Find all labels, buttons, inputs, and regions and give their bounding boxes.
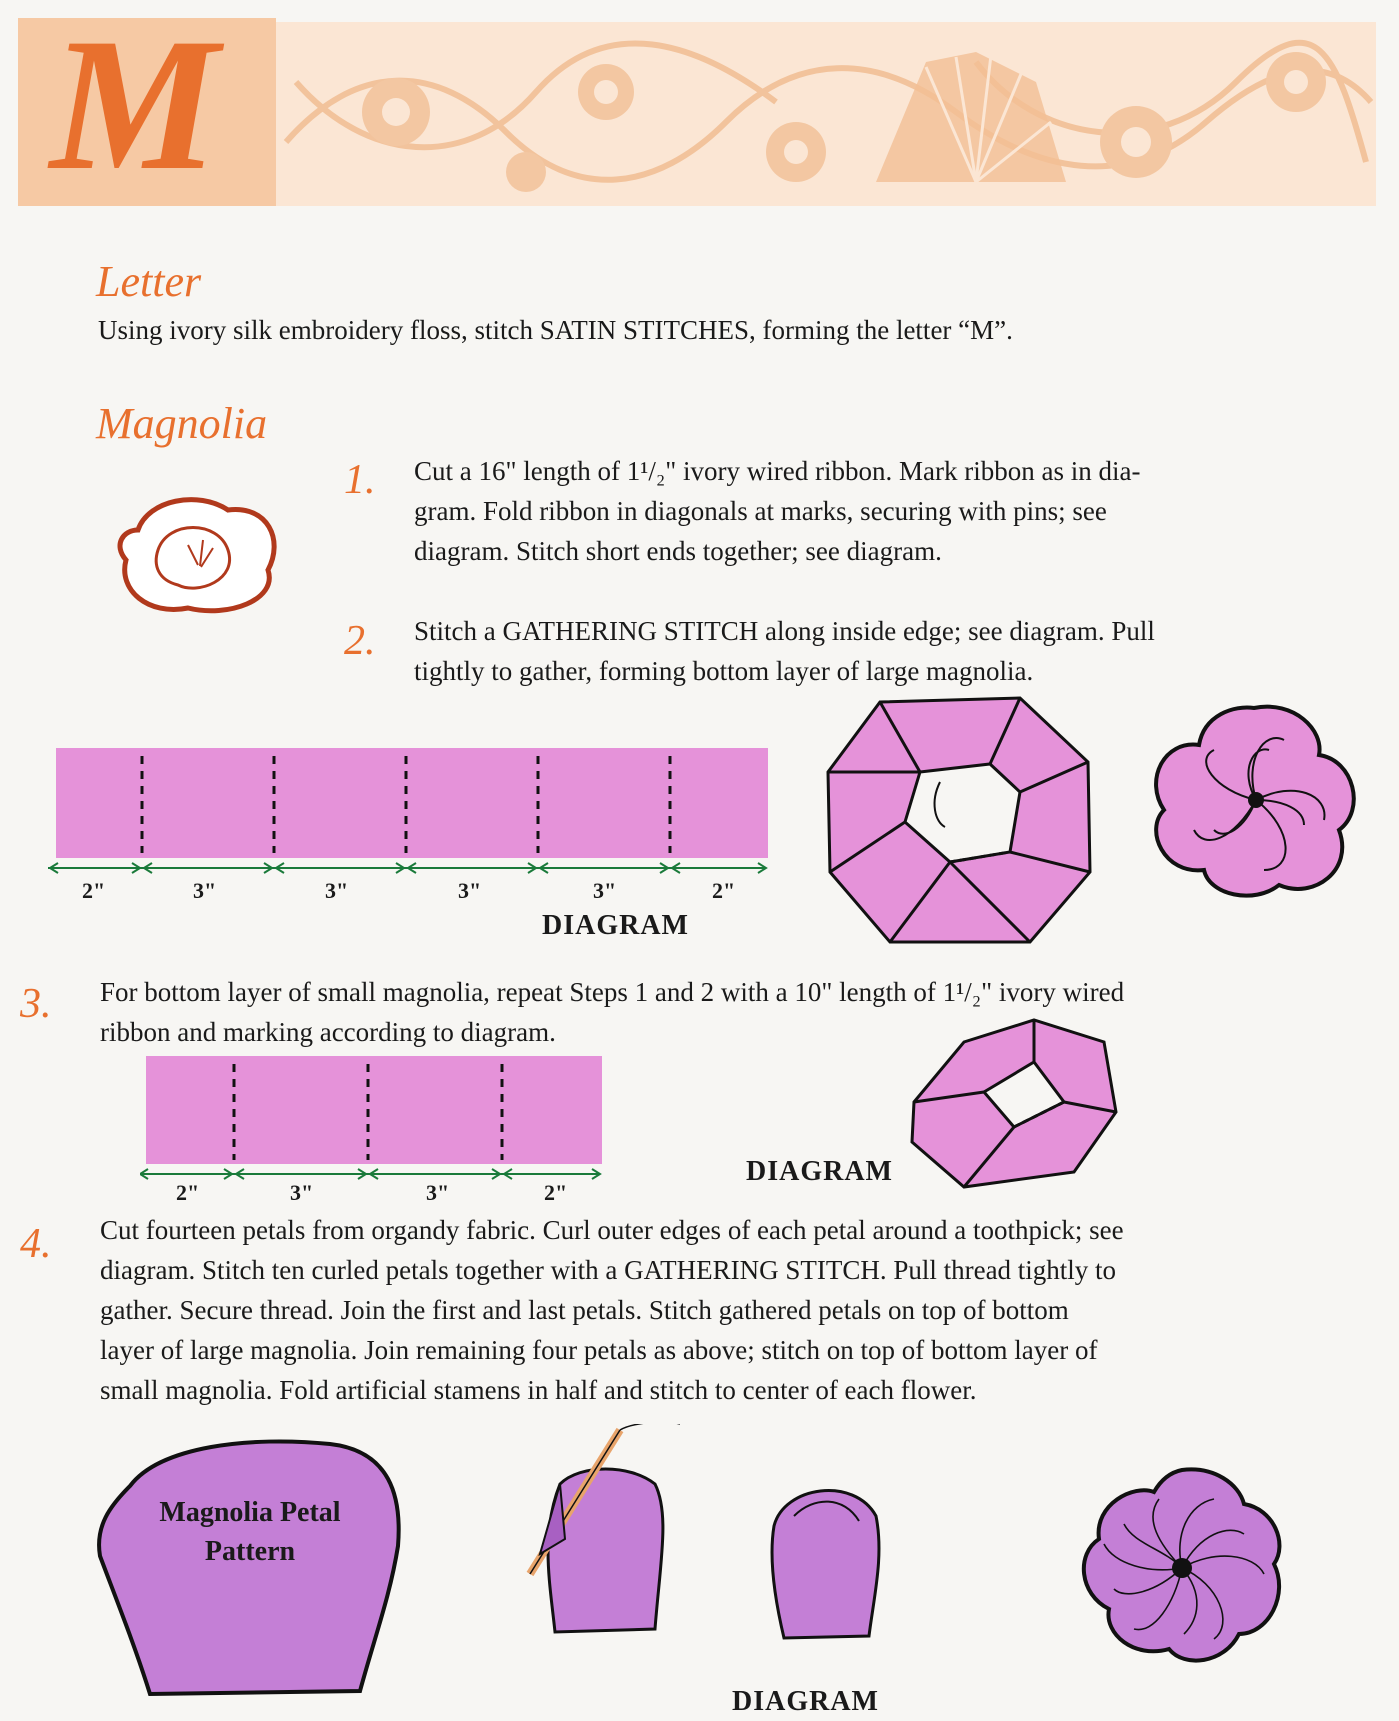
step-3-line-2: ribbon and marking according to diagram.: [100, 1017, 556, 1047]
step-3-line-1: For bottom layer of small magnolia, repeat Steps 1 and 2 with a 10" length of 1¹/₂" ivory wired: [100, 977, 1125, 1007]
measure-label: 2": [712, 878, 736, 903]
step-4-line-4: layer of large magnolia. Join remaining four petals as above; stitch on top of bottom layer of: [100, 1335, 1098, 1365]
curled-petal-drawing: [764, 1466, 884, 1644]
measure-label: 3": [193, 878, 217, 903]
diagram-2-label: DIAGRAM: [746, 1156, 893, 1187]
gathered-petals-flower: [1074, 1464, 1290, 1668]
step-2-line-2: tightly to gather, forming bottom layer of large magnolia.: [414, 656, 1034, 686]
ribbon-diagram-small: [140, 1056, 610, 1186]
floral-banner-illustration: [276, 22, 1376, 206]
petal-curl-toothpick-drawing: [520, 1424, 680, 1644]
diagram-3-label: DIAGRAM: [732, 1686, 879, 1717]
step-1-line-3: diagram. Stitch short ends together; see diagram.: [414, 536, 942, 566]
step-4-line-5: small magnolia. Fold artificial stamens in half and stitch to center of each flower.: [100, 1375, 977, 1405]
step-1-line-2: gram. Fold ribbon in diagonals at marks, securing with pins; see: [414, 496, 1107, 526]
letter-instruction: Using ivory silk embroidery floss, stitch SATIN STITCHES, forming the letter “M”.: [98, 315, 1013, 345]
folded-ribbon-ring-small: [904, 1012, 1124, 1198]
letter-section-title: Letter: [96, 257, 202, 306]
measure-label: 3": [593, 878, 617, 903]
petal-pattern-label-line-2: Pattern: [204, 1536, 296, 1567]
diagram-1-label: DIAGRAM: [542, 910, 689, 941]
step-4-line-3: gather. Secure thread. Join the first and last petals. Stitch gathered petals on top of bottom: [100, 1295, 1069, 1325]
petal-pattern-label-line-1: Magnolia Petal: [159, 1497, 341, 1528]
ribbon-diagram-large: [48, 748, 776, 908]
measure-label: 3": [426, 1180, 450, 1205]
measure-label: 3": [290, 1180, 314, 1205]
step-1-number: 1.: [344, 457, 376, 503]
measure-label: 2": [176, 1180, 200, 1205]
measure-label: 3": [458, 878, 482, 903]
step-2-line-1: Stitch a GATHERING STITCH along inside edge; see diagram. Pull: [414, 616, 1155, 646]
measure-label: 3": [325, 878, 349, 903]
magnolia-section-title: Magnolia: [96, 399, 268, 448]
measure-label: 2": [82, 878, 106, 903]
folded-ribbon-ring-large: [820, 692, 1098, 950]
step-3-number: 3.: [20, 981, 52, 1027]
magnolia-flower-drawing: [108, 490, 284, 618]
step-4-line-1: Cut fourteen petals from organdy fabric. Curl outer edges of each petal around a toothpick; see: [100, 1215, 1124, 1245]
step-4-number: 4.: [20, 1221, 52, 1267]
step-2-number: 2.: [344, 618, 376, 664]
petal-pattern-shape: [90, 1436, 410, 1706]
step-1-line-1: Cut a 16" length of 1¹/₂" ivory wired ribbon. Mark ribbon as in dia-: [414, 456, 1141, 486]
gathered-flower-large: [1144, 700, 1366, 900]
big-letter-m: M: [50, 0, 219, 210]
step-4-line-2: diagram. Stitch ten curled petals together with a GATHERING STITCH. Pull thread tightly to: [100, 1255, 1117, 1285]
measure-label: 2": [544, 1180, 568, 1205]
